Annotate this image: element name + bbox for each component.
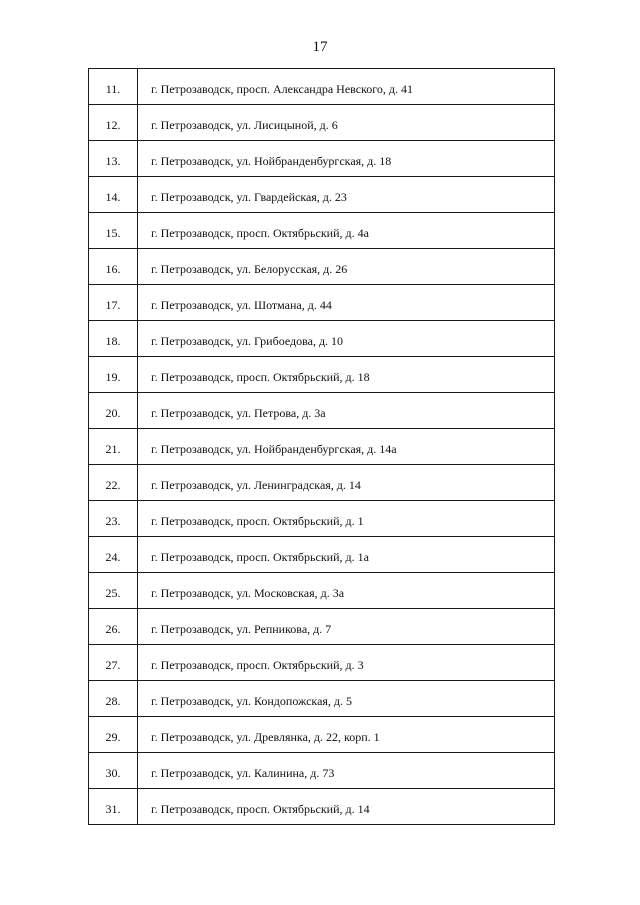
table-row [89, 717, 555, 753]
row-address: г. Петрозаводск, ул. Шотмана, д. 44 [138, 285, 555, 321]
row-address: г. Петрозаводск, просп. Октябрьский, д. 3 [138, 645, 555, 681]
table-row [89, 609, 555, 645]
table-row [89, 321, 555, 357]
row-number: 22. [89, 465, 138, 501]
row-number: 23. [89, 501, 138, 537]
row-address: г. Петрозаводск, ул. Петрова, д. 3а [138, 393, 555, 429]
row-address: г. Петрозаводск, ул. Нойбранденбургская, д. 14а [138, 429, 555, 465]
row-number: 11. [89, 69, 138, 105]
row-address: г. Петрозаводск, просп. Октябрьский, д. 4а [138, 213, 555, 249]
table-row [89, 429, 555, 465]
row-address: г. Петрозаводск, ул. Лисицыной, д. 6 [138, 105, 555, 141]
table-row [89, 69, 555, 105]
table-row [89, 213, 555, 249]
row-number: 20. [89, 393, 138, 429]
row-address: г. Петрозаводск, просп. Октябрьский, д. 1а [138, 537, 555, 573]
address-table [88, 68, 555, 825]
row-number: 29. [89, 717, 138, 753]
table-row [89, 501, 555, 537]
row-number: 31. [89, 789, 138, 825]
row-address: г. Петрозаводск, ул. Нойбранденбургская, д. 18 [138, 141, 555, 177]
row-number: 27. [89, 645, 138, 681]
table-row [89, 105, 555, 141]
table-row [89, 753, 555, 789]
row-number: 16. [89, 249, 138, 285]
page-number: 17 [312, 39, 328, 55]
table-row [89, 249, 555, 285]
row-number: 15. [89, 213, 138, 249]
row-number: 30. [89, 753, 138, 789]
row-number: 25. [89, 573, 138, 609]
table-row [89, 573, 555, 609]
table-row [89, 393, 555, 429]
row-number: 13. [89, 141, 138, 177]
row-address: г. Петрозаводск, просп. Октябрьский, д. 14 [138, 789, 555, 825]
row-address: г. Петрозаводск, просп. Октябрьский, д. 18 [138, 357, 555, 393]
row-address: г. Петрозаводск, ул. Белорусская, д. 26 [138, 249, 555, 285]
table-row [89, 285, 555, 321]
row-address: г. Петрозаводск, ул. Гвардейская, д. 23 [138, 177, 555, 213]
row-number: 28. [89, 681, 138, 717]
row-address: г. Петрозаводск, ул. Кондопожская, д. 5 [138, 681, 555, 717]
row-number: 19. [89, 357, 138, 393]
table-row [89, 357, 555, 393]
row-number: 17. [89, 285, 138, 321]
row-address: г. Петрозаводск, ул. Ленинградская, д. 14 [138, 465, 555, 501]
table-row [89, 789, 555, 825]
row-address: г. Петрозаводск, просп. Александра Невского, д. 41 [138, 69, 555, 105]
table-row [89, 177, 555, 213]
table-row [89, 141, 555, 177]
table-row [89, 465, 555, 501]
table-row [89, 537, 555, 573]
table-row [89, 681, 555, 717]
row-number: 26. [89, 609, 138, 645]
row-number: 12. [89, 105, 138, 141]
table-row [89, 645, 555, 681]
row-number: 14. [89, 177, 138, 213]
row-number: 24. [89, 537, 138, 573]
row-address: г. Петрозаводск, ул. Калинина, д. 73 [138, 753, 555, 789]
row-number: 21. [89, 429, 138, 465]
row-number: 18. [89, 321, 138, 357]
row-address: г. Петрозаводск, ул. Репникова, д. 7 [138, 609, 555, 645]
row-address: г. Петрозаводск, ул. Грибоедова, д. 10 [138, 321, 555, 357]
row-address: г. Петрозаводск, ул. Московская, д. 3а [138, 573, 555, 609]
row-address: г. Петрозаводск, просп. Октябрьский, д. 1 [138, 501, 555, 537]
row-address: г. Петрозаводск, ул. Древлянка, д. 22, корп. 1 [138, 717, 555, 753]
